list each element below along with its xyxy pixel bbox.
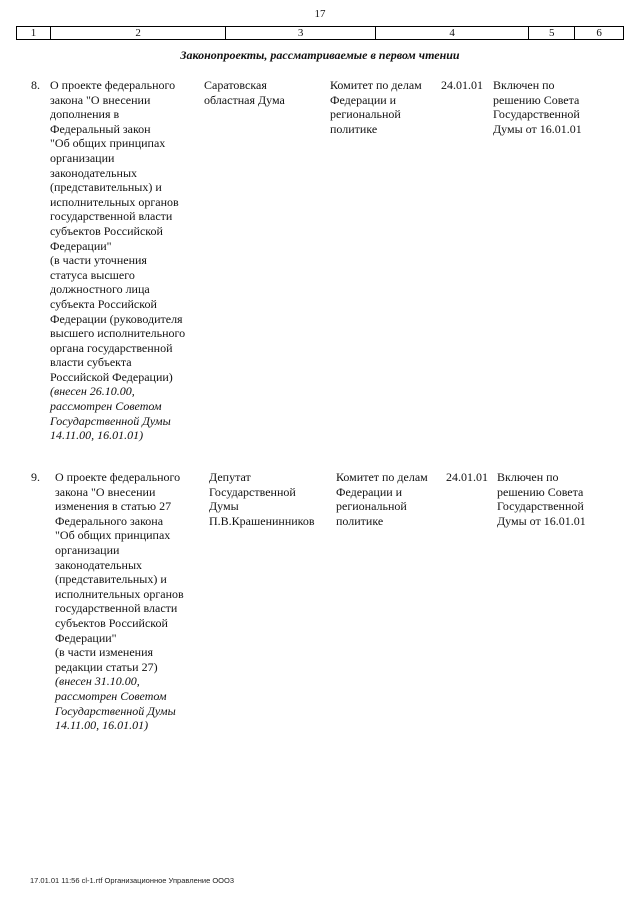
text-line: решению Совета: [493, 92, 580, 107]
text-line: исполнительных органов: [55, 586, 184, 601]
bill-status: [497, 470, 607, 528]
column-number-6: 6: [596, 27, 602, 39]
text-line: высшего исполнительного: [50, 326, 186, 341]
column-number-2: 2: [51, 27, 226, 39]
text-line: редакции статьи 27): [55, 659, 158, 674]
text-line: "Об общих принципах: [55, 528, 171, 543]
text-line: (в части изменения: [55, 645, 154, 660]
text-line: областная Дума: [204, 92, 285, 107]
column-number-4: 4: [376, 27, 530, 39]
text-line: Государственной Думы: [50, 413, 171, 428]
bill-title-lines: [50, 78, 210, 384]
text-line: 14.11.00, 16.01.01): [50, 428, 144, 443]
text-line: Депутат: [209, 470, 251, 484]
text-line: (представительных) и: [55, 572, 167, 587]
text-line: субъектов Российской: [55, 615, 168, 630]
text-line: политике: [330, 121, 378, 136]
text-line: статуса высшего: [50, 267, 135, 282]
text-line: решению Совета: [497, 484, 584, 499]
text-line: региональной: [336, 499, 407, 514]
text-line: субъекта Российской: [50, 296, 157, 311]
text-line: Федерации (руководителя: [50, 311, 183, 326]
text-line: П.В.Крашенинников: [209, 513, 315, 528]
text-line: Включен по: [493, 78, 555, 92]
text-line: Государственной: [209, 484, 296, 499]
text-line: (внесен 31.10.00,: [55, 674, 140, 689]
document-footer: 17.01.01 11:56 cl-1.rtf Организационное Управление ООО3: [30, 876, 234, 885]
text-line: законодательных: [50, 165, 137, 180]
bill-title: [55, 470, 215, 733]
text-line: (внесен 26.10.00,: [50, 384, 135, 399]
section-title: Законопроекты, рассматриваемые в первом чтении: [180, 48, 460, 62]
text-line: "Об общих принципах: [50, 136, 166, 151]
text-line: государственной власти: [55, 601, 178, 616]
text-line: закона "О внесении: [55, 484, 156, 499]
text-line: изменения в статью 27: [55, 499, 172, 514]
bill-note-lines: [55, 674, 215, 732]
row-number: 8.: [31, 78, 40, 92]
text-line: субъектов Российской: [50, 223, 163, 238]
text-line: Думы: [209, 499, 239, 514]
responsible-committee: [336, 470, 448, 528]
text-line: Федерального закона: [55, 513, 164, 528]
text-line: Государственной: [493, 107, 580, 122]
column-number-5: 5: [529, 27, 575, 39]
text-line: Федеральный закон: [50, 121, 151, 136]
text-line: Российской Федерации): [50, 369, 173, 384]
text-line: О проекте федерального: [55, 470, 181, 484]
text-line: Думы от 16.01.01: [493, 121, 582, 136]
text-line: Включен по: [497, 470, 559, 484]
text-line: политике: [336, 513, 384, 528]
column-number-header: [16, 26, 624, 40]
column-number-3: 3: [226, 27, 376, 39]
text-line: Федерации": [55, 630, 117, 645]
text-line: должностного лица: [50, 282, 150, 297]
submission-date: 24.01.01: [441, 78, 483, 92]
bill-author: [204, 78, 326, 107]
bill-note-lines: [50, 384, 210, 442]
text-line: организации: [50, 150, 115, 165]
text-line: организации: [55, 542, 120, 557]
bill-author: [209, 470, 331, 528]
text-line: органа государственной: [50, 340, 173, 355]
text-line: исполнительных органов: [50, 194, 179, 209]
responsible-committee: [330, 78, 442, 136]
text-line: Государственной Думы: [55, 703, 176, 718]
text-line: Комитет по делам: [336, 470, 428, 484]
text-line: региональной: [330, 107, 401, 122]
column-number-1: 1: [17, 27, 51, 39]
text-line: дополнения в: [50, 107, 120, 122]
text-line: Федерации": [50, 238, 112, 253]
text-line: Саратовская: [204, 78, 267, 92]
text-line: законодательных: [55, 557, 142, 572]
text-line: (в части уточнения: [50, 253, 147, 268]
text-line: Комитет по делам: [330, 78, 422, 92]
submission-date: 24.01.01: [446, 470, 488, 484]
page-number: 17: [314, 8, 326, 20]
bill-status: [493, 78, 603, 136]
text-line: Федерации и: [330, 92, 397, 107]
bill-title: [50, 78, 210, 443]
text-line: рассмотрен Советом: [55, 688, 167, 703]
text-line: 14.11.00, 16.01.01): [55, 718, 149, 733]
text-line: власти субъекта: [50, 355, 132, 370]
text-line: О проекте федерального: [50, 78, 176, 92]
text-line: Государственной: [497, 499, 584, 514]
text-line: закона "О внесении: [50, 92, 151, 107]
bill-title-lines: [55, 470, 215, 674]
text-line: Думы от 16.01.01: [497, 513, 586, 528]
text-line: государственной власти: [50, 209, 173, 224]
text-line: Федерации и: [336, 484, 403, 499]
text-line: рассмотрен Советом: [50, 399, 162, 414]
text-line: (представительных) и: [50, 180, 162, 195]
row-number: 9.: [31, 470, 40, 484]
